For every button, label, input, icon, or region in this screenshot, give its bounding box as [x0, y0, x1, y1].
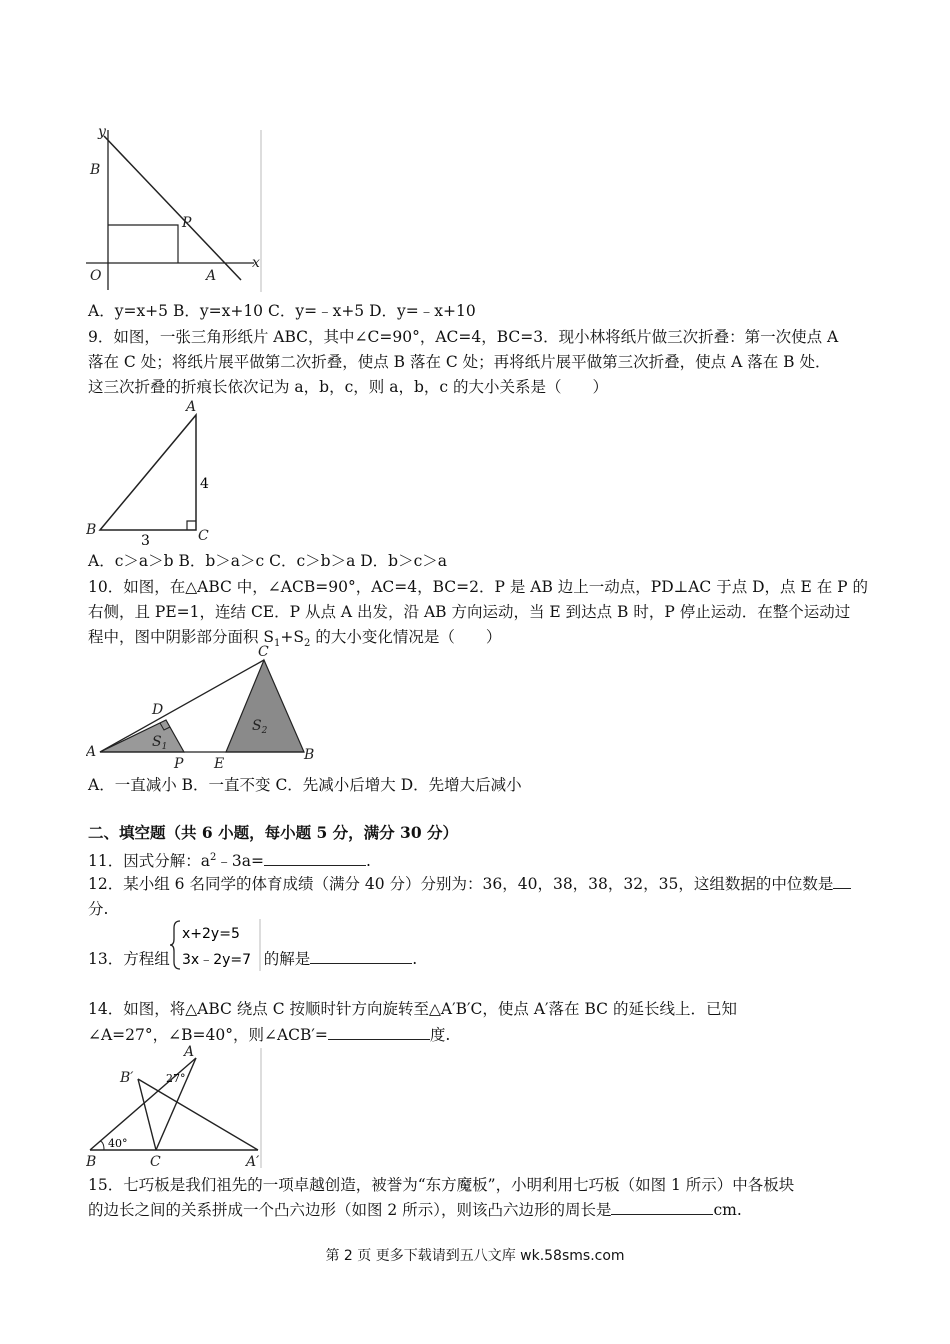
q10-line-3: 程中，图中阴影部分面积 $S_1+S_2$ 的大小变化情况是（ ） — [88, 628, 502, 650]
q10-point-B: B — [304, 747, 315, 763]
q14-point-B: B — [86, 1154, 97, 1170]
origin-O-label: O — [90, 268, 102, 284]
q15-line-1: 15．七巧板是我们祖先的一项卓越创造，被誉为“东方魔板”，小明利用七巧板（如图 1 所示）中各板块 — [88, 1176, 795, 1194]
q14-point-C: C — [150, 1154, 161, 1170]
q11-text: 11．因式分解：$a^2﹣3a=$ . — [88, 852, 371, 871]
q9-point-C: C — [198, 528, 209, 544]
q10-line-2: 右侧，且 PE=1，连结 CE．P 从点 A 出发，沿 AB 方向运动，当 E 到达点 B 时，P 停止运动．在整个运动过 — [88, 603, 851, 621]
q14-line-2: ∠A=27°，∠B=40°，则∠ACB′= 度. — [88, 1026, 451, 1044]
q8-options: A．y=x+5 B．y=x+10 C．y=﹣x+5 D．y=﹣x+10 — [88, 302, 476, 320]
q14-point-A: A — [184, 1044, 195, 1060]
q9-side-ac-length: 4 — [200, 476, 209, 492]
point-P-label: P — [182, 215, 192, 231]
x-axis-label: x — [252, 255, 260, 271]
q14-rotation-figure — [86, 1044, 268, 1172]
q9-point-A: A — [186, 399, 197, 415]
q10-point-P: P — [174, 756, 184, 772]
point-B-label: B — [90, 162, 101, 178]
q9-line-2: 落在 C 处；将纸片展平做第二次折叠，使点 B 落在 C 处；再将纸片展平做第三次折叠，使点 A 落在 B 处． — [88, 353, 831, 371]
q10-area-s2: $S_2$ — [252, 718, 268, 736]
page-footer: 第 2 页 更多下载请到五八文库 wk.58sms.com — [325, 1248, 625, 1264]
q10-area-s1: $S_1$ — [152, 734, 168, 752]
q8-graph-figure — [86, 122, 266, 297]
q10-point-D: D — [152, 702, 164, 718]
q12-line-1: 12．某小组 6 名同学的体育成绩（满分 40 分）分别为：36，40，38，38，32，35，这组数据的中位数是 — [88, 873, 851, 895]
q12-answer-blank[interactable] — [833, 873, 851, 889]
q14-angle-27: 27° — [166, 1072, 186, 1085]
y-axis-label: y — [98, 124, 106, 140]
q15-line-2: 的边长之间的关系拼成一个凸六边形（如图 2 所示），则该凸六边形的周长是 cm. — [88, 1201, 742, 1219]
q14-angle-40: 40° — [108, 1137, 128, 1150]
q10-point-E: E — [214, 756, 225, 772]
q10-line-1: 10．如图，在△ABC 中，∠ACB=90°，AC=4，BC=2．P 是 AB 边上一动点，PD⊥AC 于点 D，点 E 在 P 的 — [88, 578, 868, 596]
q9-triangle-figure — [86, 398, 226, 548]
q13-answer-blank[interactable] — [310, 948, 412, 964]
q10-point-A: A — [86, 744, 97, 760]
q10-options: A．一直减小 B．一直不变 C．先减小后增大 D．先增大后减小 — [88, 776, 522, 794]
q9-side-bc-length: 3 — [141, 533, 150, 548]
q9-line-1: 9．如图，一张三角形纸片 ABC，其中∠C=90°，AC=4，BC=3．现小林将纸片做三次折叠：第一次使点 A — [88, 328, 839, 346]
q9-point-B: B — [86, 522, 97, 538]
q13-equation-1: x+2y=5 — [182, 926, 240, 942]
q13-equation-2: 3x﹣2y=7 — [182, 952, 252, 968]
q10-triangle-figure — [86, 642, 326, 774]
section-2-heading: 二、填空题（共 6 小题，每小题 5 分，满分 30 分） — [88, 823, 459, 842]
q14-point-B-prime: B′ — [120, 1070, 134, 1086]
q14-point-A-prime: A′ — [246, 1154, 260, 1170]
q9-line-3: 这三次折叠的折痕长依次记为 a，b，c，则 a，b，c 的大小关系是（ ） — [88, 378, 608, 396]
q10-point-C: C — [258, 644, 269, 660]
q9-options: A．c＞a＞b B．b＞a＞c C．c＞b＞a D．b＞c＞a — [88, 552, 448, 570]
q15-answer-blank[interactable] — [611, 1199, 713, 1215]
q14-answer-blank[interactable] — [328, 1024, 430, 1040]
q13-equation-system — [170, 918, 262, 972]
q14-line-1: 14．如图，将△ABC 绕点 C 按顺时针方向旋转至△A′B′C，使点 A′落在 BC 的延长线上．已知 — [88, 1000, 737, 1018]
q11-answer-blank[interactable] — [264, 850, 366, 866]
q13-text: 13．方程组 的解是 . — [88, 950, 418, 968]
point-A-label: A — [206, 268, 217, 284]
q12-line-2: 分. — [88, 900, 109, 918]
